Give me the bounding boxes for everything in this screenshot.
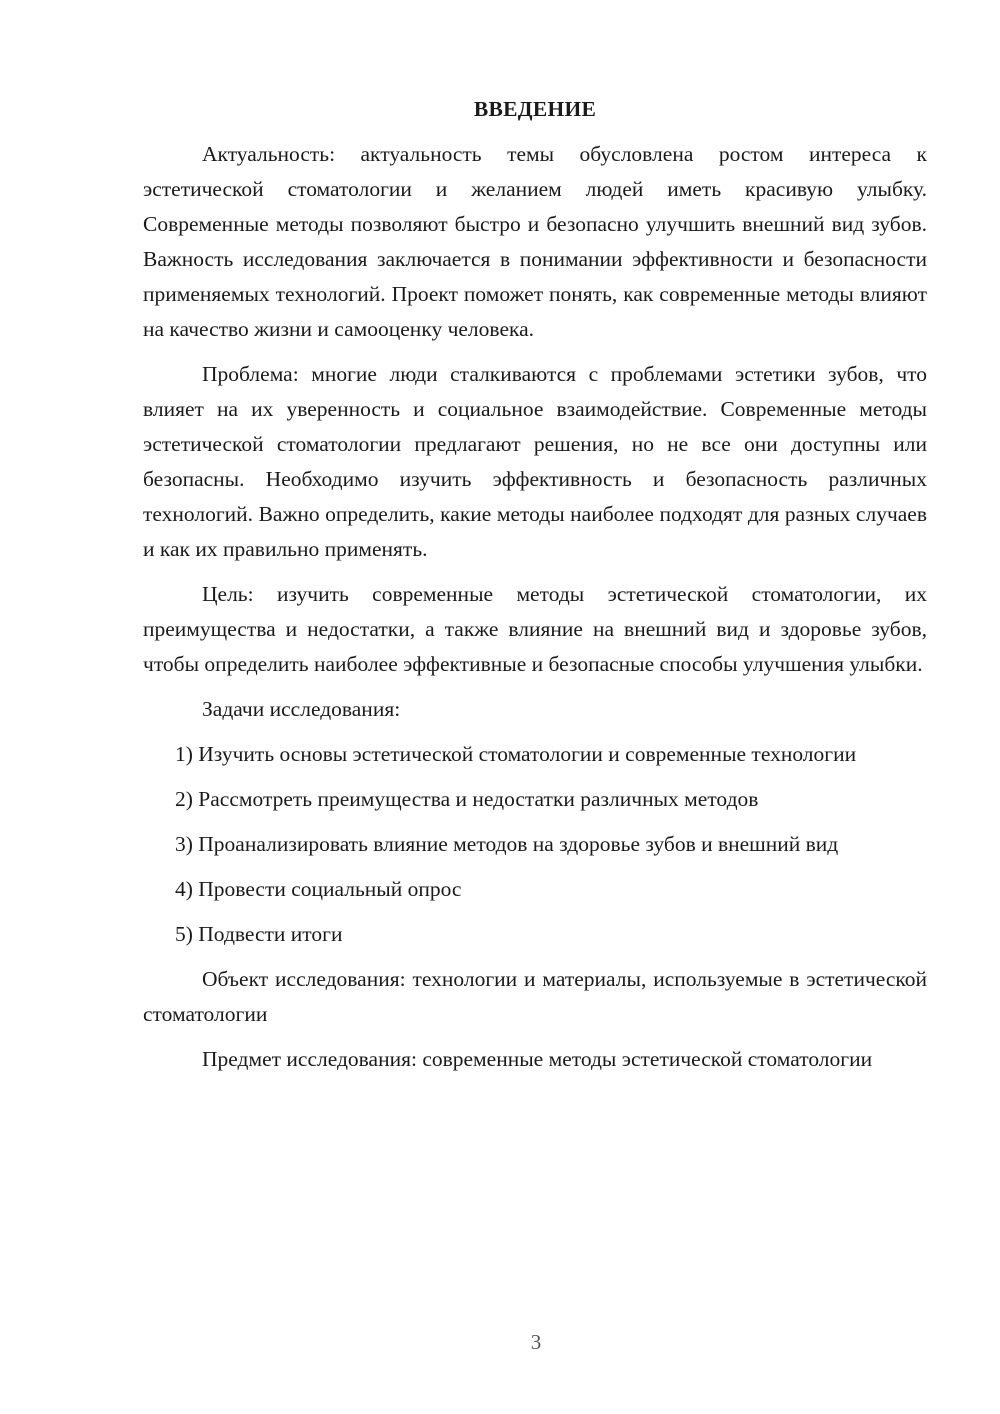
task-item: 5) Подвести итоги <box>175 922 343 946</box>
page-number: 3 <box>530 1330 542 1354</box>
task-item: 1) Изучить основы эстетической стоматологии и современные технологии <box>175 742 857 766</box>
tasks-heading: Задачи исследования: <box>202 697 401 721</box>
paragraph-relevance: Актуальность: актуальность темы обусловлена ростом интереса к эстетической стоматологии и желанием людей иметь красивую улыбку. Современные методы позволяют быстро и безопасно улучшить внешний вид зубов. Важность исследования заключается в понимании эффективности и безопасности применяемых технологий. Проект поможет понять, как современные методы влияют на качество жизни и самооценку человека. <box>143 142 927 341</box>
section-title: ВВЕДЕНИЕ <box>473 97 597 121</box>
paragraph-problem: Проблема: многие люди сталкиваются с проблемами эстетики зубов, что влияет на их уверенность и социальное взаимодействие. Современные методы эстетической стоматологии предлагают решения, но не все они доступны или безопасны. Необходимо изучить эффективность и безопасность различных технологий. Важно определить, какие методы наиболее подходят для разных случаев и как их правильно применять. <box>143 362 927 561</box>
paragraph-object: Объект исследования: технологии и материалы, используемые в эстетической стоматологии <box>143 967 927 1026</box>
paragraph-goal: Цель: изучить современные методы эстетической стоматологии, их преимущества и недостатки, а также влияние на внешний вид и здоровье зубов, чтобы определить наиболее эффективные и безопасные способы улучшения улыбки. <box>143 582 927 676</box>
paragraph-subject: Предмет исследования: современные методы эстетической стоматологии <box>202 1047 873 1071</box>
task-item: 2) Рассмотреть преимущества и недостатки различных методов <box>175 787 759 811</box>
task-item: 4) Провести социальный опрос <box>175 877 462 901</box>
document-page <box>143 92 927 1087</box>
task-item: 3) Проанализировать влияние методов на здоровье зубов и внешний вид <box>175 832 839 856</box>
